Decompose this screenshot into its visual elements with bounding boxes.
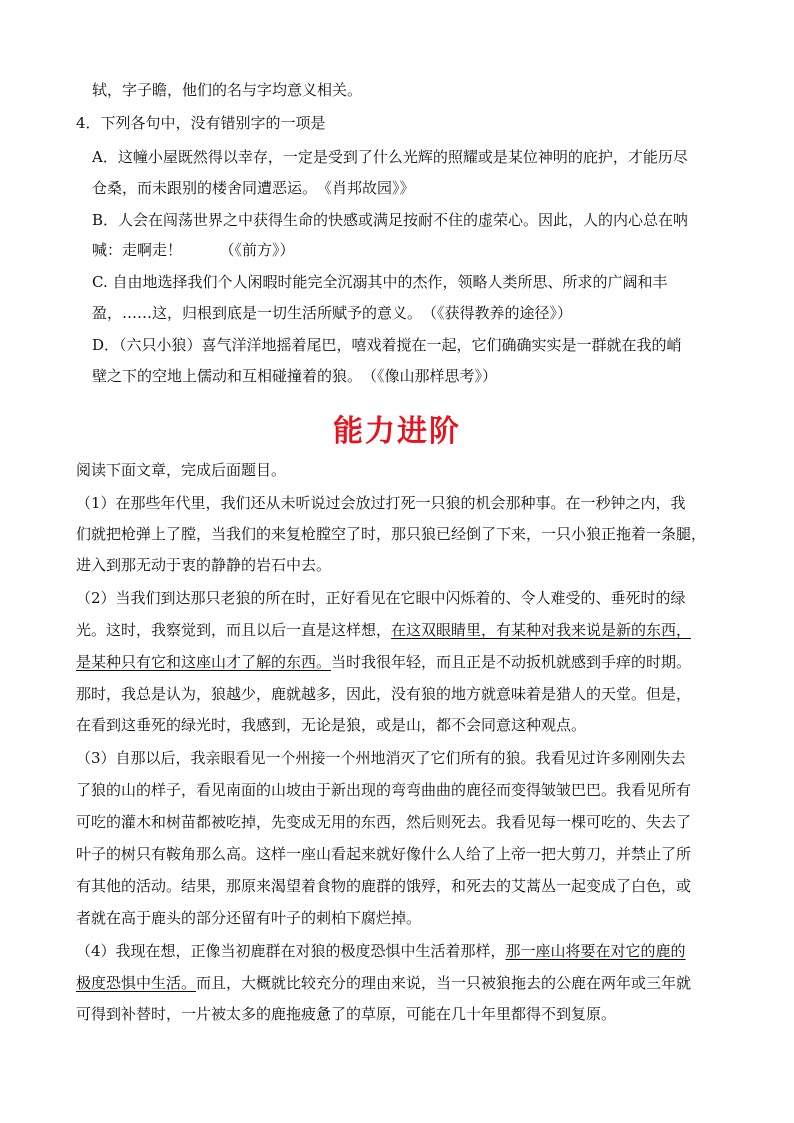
paragraph-4-line1-text: （4）我现在想，正像当初鹿群在对狼的极度恐惧中生活着那样，	[76, 942, 506, 960]
paragraph-2-line3	[76, 652, 691, 672]
paragraph-4-line2	[76, 973, 691, 993]
paragraph-2-line4: 那时，我总是认为，狼越少，鹿就越多，因此，没有狼的地方就意味着是猎人的天堂。但是，	[76, 685, 692, 703]
paragraph-2-line5: 在看到这垂死的绿光时，我感到，无论是狼，或是山，都不会同意这种观点。	[76, 716, 587, 734]
paragraph-2-line2	[76, 620, 691, 640]
intro-tail-line: 轼，字子瞻，他们的名与字均意义相关。	[92, 81, 363, 99]
paragraph-3-line1: （3）自那以后，我亲眼看见一个州接一个州地消灭了它们所有的狼。我看见过许多刚刚失去	[76, 749, 686, 767]
paragraph-2-line1: （2）当我们到达那只老狼的所在时，正好看见在它眼中闪烁着的、令人难受的、垂死时的绿	[76, 589, 686, 607]
option-b-line2: 喊：走啊走！ （《前方》）	[92, 241, 295, 259]
paragraph-4-line2-text: 而且，大概就比较充分的理由来说，当一只被狼拖去的公鹿在两年或三年就	[196, 974, 692, 992]
paragraph-1-line2: 们就把枪弹上了膛，当我们的来复枪膛空了时，那只狼已经倒了下来，一只小狼正拖着一条腿，	[76, 525, 707, 543]
paragraph-3-line4: 叶子的树只有鞍角那么高。这样一座山看起来就好像什么人给了上帝一把大剪刀，并禁止了所	[76, 845, 692, 863]
option-a-line1: A．这幢小屋既然得以幸存，一定是受到了什么光辉的照耀或是某位神明的庇护，才能历尽	[92, 148, 688, 166]
reading-instruction: 阅读下面文章，完成后面题目。	[76, 461, 287, 479]
underlined-sentence-2a: 那一座山将要在对它的鹿的	[505, 942, 686, 960]
paragraph-1-line1: （1）在那些年代里，我们还从未听说过会放过打死一只狼的机会那种事。在一秒钟之内，我	[76, 494, 686, 512]
paragraph-4-line1	[76, 941, 686, 961]
paragraph-2-line3-text: 当时我很年轻，而且正是不动扳机就感到手痒的时期。	[331, 653, 692, 671]
paragraph-4-line3: 可得到补替时，一片被太多的鹿拖疲惫了的草原，可能在几十年里都得不到复原。	[76, 1005, 617, 1023]
underlined-sentence-2b: 极度恐惧中生活。	[76, 974, 197, 992]
paragraph-3-line5: 有其他的活动。结果，那原来渴望着食物的鹿群的饿殍，和死去的艾蒿丛一起变成了白色，或	[76, 877, 692, 895]
option-c-line2: 盈，……这，归根到底是一切生活所赋予的意义。 （《获得教养的途径》）	[92, 304, 573, 322]
paragraph-1-line3: 进入到那无动于衷的静静的岩石中去。	[76, 556, 332, 574]
option-d-line1: D．（六只小狼）喜气洋洋地摇着尾巴，嘻戏着搅在一起，它们确确实实是一群就在我的峭	[92, 336, 682, 354]
option-d-line2: 壁之下的空地上儒动和互相碰撞着的狼。 （《像山那样思考》）	[92, 367, 498, 385]
paragraph-3-line6: 者就在高于鹿头的部分还留有叶子的刺柏下腐烂掉。	[76, 909, 422, 927]
paragraph-3-line3: 可吃的灌木和树苗都被吃掉，先变成无用的东西，然后则死去。我看见每一棵可吃的、失去了	[76, 813, 692, 831]
option-c-line1: C. 自由地选择我们个人闲暇时能完全沉溺其中的杰作，领略人类所思、所求的广阔和丰	[92, 273, 668, 291]
underlined-sentence-1b: 是某种只有它和这座山才了解的东西。	[76, 653, 332, 671]
underlined-sentence-1a: 在这双眼睛里，有某种对我来说是新的东西，	[391, 621, 692, 639]
paragraph-3-line2: 了狼的山的样子，看见南面的山坡由于新出现的弯弯曲曲的鹿径而变得皱皱巴巴。我看见所有	[76, 781, 692, 799]
option-b-line1: B．人会在闯荡世界之中获得生命的快感或满足按耐不住的虚荣心。因此，人的内心总在呐	[92, 211, 689, 229]
option-a-line2: 仓桑，而未跟别的楼舍同遭恶运。 《肖邦故园》》	[92, 179, 415, 197]
question4-stem: 4．下列各句中，没有错别字的一项是	[76, 114, 326, 132]
paragraph-2-line2-text: 光。这时，我察觉到，而且以后一直是这样想，	[76, 621, 392, 639]
section-title: 能力进阶	[333, 414, 461, 449]
